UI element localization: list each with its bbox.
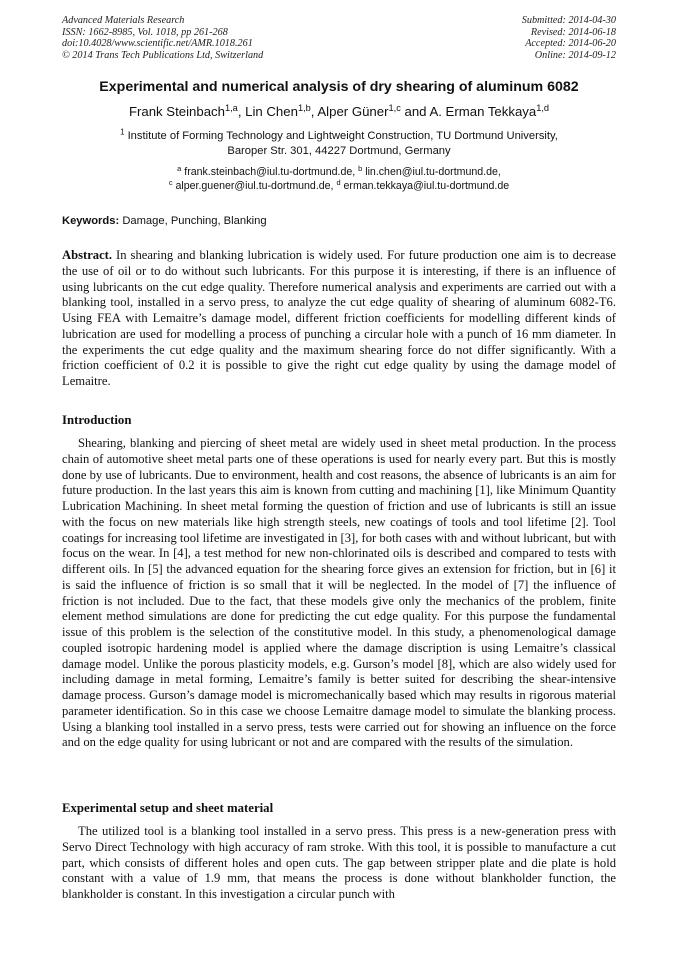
email-d[interactable]: erman.tekkaya@iul.tu-dortmund.de <box>343 180 510 193</box>
author-sup: 1,d <box>536 102 550 113</box>
email-c[interactable]: alper.guener@iul.tu-dortmund.de, <box>175 180 334 193</box>
section-heading-experimental: Experimental setup and sheet material <box>62 801 274 815</box>
experimental-text: The utilized tool is a blanking tool installed in a servo press. This press is a new-generation press with Servo Direct Technology with high accuracy of ram stroke. With this tool, it is possible to manufacture a cut part, which consists of different holes and open cuts. The gap between stripper plate and die plate is hold constant with a value of 1.9 mm, that means the process is done without blankholder function, the blankholder is constant. In this investigation a circular punch with <box>62 824 616 901</box>
affiliation-line-2: Baroper Str. 301, 44227 Dortmund, Germany <box>227 145 451 157</box>
journal-name: Advanced Materials Research <box>62 15 185 26</box>
email-b[interactable]: lin.chen@iul.tu-dortmund.de, <box>365 166 501 178</box>
keywords-text: Damage, Punching, Blanking <box>122 215 267 227</box>
date-accepted: Accepted: 2014-06-20 <box>525 38 616 50</box>
abstract-text: In shearing and blanking lubrication is widely used. For future production one aim is to decrease the use of oil or to do without such lubricants. For this purpose it is interesting, if there is an influence of using lubricants on the cut edge quality. Therefore numerical analysis and experiments are carried out with a blanking tool, installed in a servo press, to analyze the cut edge quality of shearing of aluminum 6082-T6. Using FEA with Lemaitre’s damage model, different friction coefficients for modelling different kinds of lubrication are used for modelling a process of punching a circular hole with a punch of 16 mm diameter. In the experiments the cut edge quality and the maximum shearing force do not differ significantly. With a friction coefficient of 0.2 it is possible to give the right cut edge quality by using the damage model of Lemaitre. <box>62 248 616 388</box>
journal-info <box>62 15 263 61</box>
journal-doi[interactable]: doi:10.4028/www.scientific.net/AMR.1018.261 <box>62 38 253 50</box>
journal-issn: ISSN: 1662-8985, Vol. 1018, pp 261-268 <box>62 26 228 38</box>
author-name: A. Erman Tekkaya <box>429 104 537 119</box>
introduction-text: Shearing, blanking and piercing of sheet metal are widely used in sheet metal production. In the process chain of automotive sheet metal parts one of these operations is used for nearly every part. But this is mostly done by use of lubricants. Due to environment, health and cost reasons, the absence of lubricants is an aim for future production. In the last years this aim is known from cutting and machining [1], like Minimum Quantity Lubrication Machining. In sheet metal forming the question of friction and use of lubricants is still an issue with the focus on new materials like high strength steels, new coatings of tools and tool lifetime [2]. Tool coatings for increasing tool lifetime are investigated in [3], for both cases with and without lubricant, but with focus on the wear. In [4], a test method for new non-chlorinated oils is described and compared to tests with different oils. In [5] the advanced equation for the shearing force gives an extension for friction, but in [6] it is said the influence of friction is so small that it will be neglected. In the model of [7] the influence of friction is not included. Due to the fact, that these models give only the mechanics of the problem, finite element method simulations are done for predicting the cut edge quality. For this purpose the fundamental issue of this problem is the selection of the constitutive model. In this study, a phenomenological damage coupled isotropic hardening model is applied where the damage discription is using Lemaitre’s classical damage model. Unlike the porous plasticity models, e.g. Gurson’s model [8], which are also widely used for including damage in metal forming, Lemaitre’s family is better suited for describing the shear-intensive damage process. Gurson’s damage model is micromechanically based which may results in rigorous material parameter identification. So in this case we choose Lemaitre damage model to simulate the blanking process. Using a blanking tool installed in a servo press, tests were carried out for showing an influence on the force and on the edge quality for using lubricant or not and are compared with the results of the simulation. <box>62 436 616 750</box>
author-name: Alper Güner <box>317 104 389 119</box>
keywords-label: Keywords: <box>62 215 120 227</box>
abstract <box>62 248 616 390</box>
publication-dates <box>522 15 616 61</box>
author-sup: 1,c <box>388 102 401 113</box>
paper-title: Experimental and numerical analysis of dry shearing of aluminum 6082 <box>99 79 579 95</box>
author-name: Frank Steinbach <box>128 104 225 119</box>
date-submitted: Submitted: 2014-04-30 <box>521 15 616 26</box>
journal-copyright: © 2014 Trans Tech Publications Ltd, Switzerland <box>62 49 264 61</box>
email-list: $^a$ frank.steinbach@iul.tu-dortmund.de, $^b$ lin.chen@iul.tu-dortmund.de, $^c$ alper.guener@iul.tu-dortmund.de, $^d$ erman.tekkaya@iul.tu-dortmund.de <box>168 163 510 193</box>
author-list: Frank Steinbach$^{1,a}$, Lin Chen$^{1,b}$, Alper Güner$^{1,c}$ and A. Erman Tekkaya$^{1,d}$ <box>128 102 550 119</box>
section-heading-introduction: Introduction <box>62 413 132 427</box>
author-sup: 1,a <box>224 102 238 113</box>
keywords <box>62 215 267 227</box>
email-a[interactable]: frank.steinbach@iul.tu-dortmund.de, <box>184 166 356 178</box>
author-sup: 1,b <box>297 102 311 113</box>
affiliation <box>40 129 638 159</box>
author-name: Lin Chen <box>245 104 298 119</box>
abstract-label: Abstract. <box>62 248 113 262</box>
date-revised: Revised: 2014-06-18 <box>530 26 616 38</box>
date-online: Online: 2014-09-12 <box>534 49 616 61</box>
affiliation-line-1: Institute of Forming Technology and Lightweight Construction, TU Dortmund University, <box>127 130 558 142</box>
affiliation-sup: 1 <box>120 127 125 137</box>
